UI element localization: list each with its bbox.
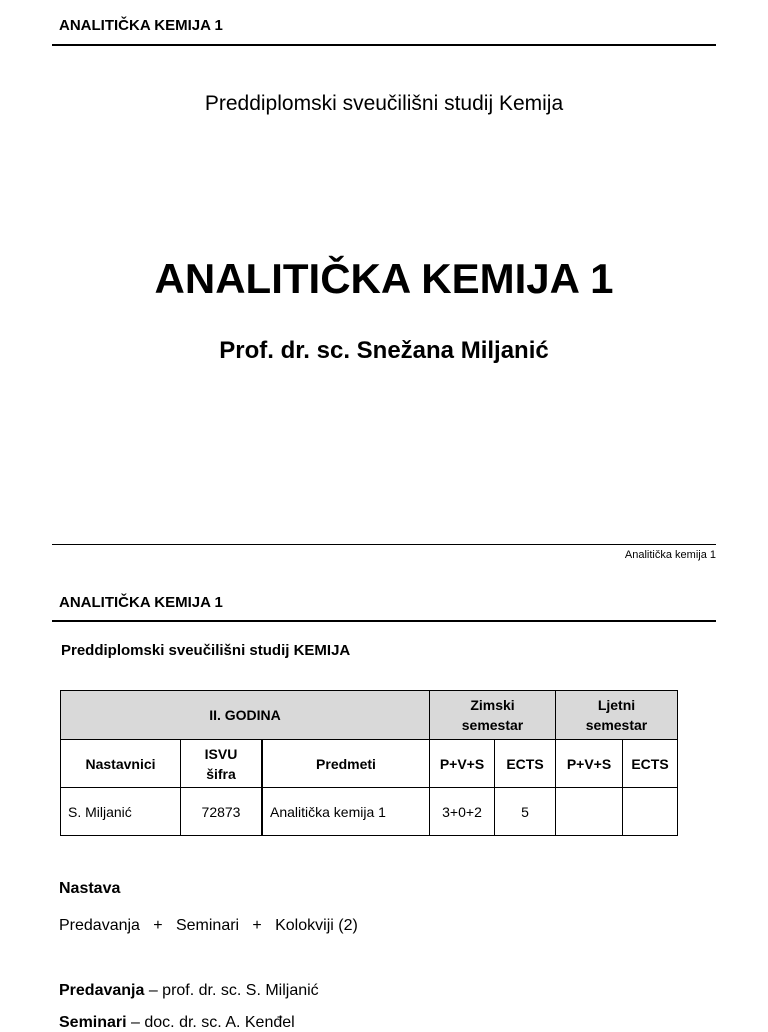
- footer-rule: [52, 544, 716, 545]
- pvs-winter-cell: 3+0+2: [430, 788, 495, 836]
- seminari-text: – doc. dr. sc. A. Kenđel: [126, 1014, 295, 1031]
- predavanja-label: Predavanja: [59, 982, 145, 999]
- col-ects-summer: ECTS: [623, 740, 678, 788]
- course-title: ANALITIČKA KEMIJA 1: [154, 255, 614, 302]
- table-column-header-row: [61, 740, 678, 788]
- table-header-row: [61, 691, 678, 740]
- page-header: ANALITIČKA KEMIJA 1: [59, 17, 223, 34]
- winter-label: semestar: [461, 717, 524, 733]
- isvu-label: ISVU: [204, 745, 238, 762]
- summer-label: Ljetni: [597, 697, 636, 713]
- course-program: Preddiplomski sveučilišni studij Kemija: [204, 92, 564, 115]
- course-table: [60, 690, 678, 836]
- course-author: Prof. dr. sc. Snežana Miljanić: [219, 337, 549, 364]
- predavanja-line: [59, 982, 319, 1000]
- page-footer: Analitička kemija 1: [624, 549, 716, 561]
- ects-summer-cell: [623, 788, 678, 836]
- nastava-heading: Nastava: [59, 880, 121, 897]
- program-subtitle: Preddiplomski sveučilišni studij KEMIJA: [61, 642, 351, 659]
- col-teachers: Nastavnici: [61, 740, 181, 788]
- seminari-line: [59, 1014, 295, 1032]
- summer-label: semestar: [585, 717, 648, 733]
- col-pvs-winter: P+V+S: [430, 740, 495, 788]
- page-header: ANALITIČKA KEMIJA 1: [59, 594, 223, 611]
- table-row: [61, 788, 678, 836]
- col-ects-winter: ECTS: [495, 740, 556, 788]
- pvs-summer-cell: [556, 788, 623, 836]
- subject-cell: Analitička kemija 1: [262, 788, 430, 836]
- seminari-label: Seminari: [59, 1014, 127, 1031]
- year-cell: II. GODINA: [61, 691, 430, 740]
- winter-semester-cell: [430, 691, 556, 740]
- header-rule: [52, 44, 716, 46]
- col-pvs-summer: P+V+S: [556, 740, 623, 788]
- isvu-label: šifra: [206, 765, 236, 782]
- teacher-cell: S. Miljanić: [61, 788, 181, 836]
- winter-label: Zimski: [470, 697, 515, 713]
- summer-semester-cell: [556, 691, 678, 740]
- header-rule: [52, 620, 716, 622]
- col-subjects: Predmeti: [262, 740, 430, 788]
- isvu-code-cell: 72873: [181, 788, 263, 836]
- predavanja-text: – prof. dr. sc. S. Miljanić: [144, 982, 319, 999]
- ects-winter-cell: 5: [495, 788, 556, 836]
- nastava-line: Predavanja + Seminari + Kolokviji (2): [59, 917, 358, 934]
- col-isvu-code: [181, 740, 263, 788]
